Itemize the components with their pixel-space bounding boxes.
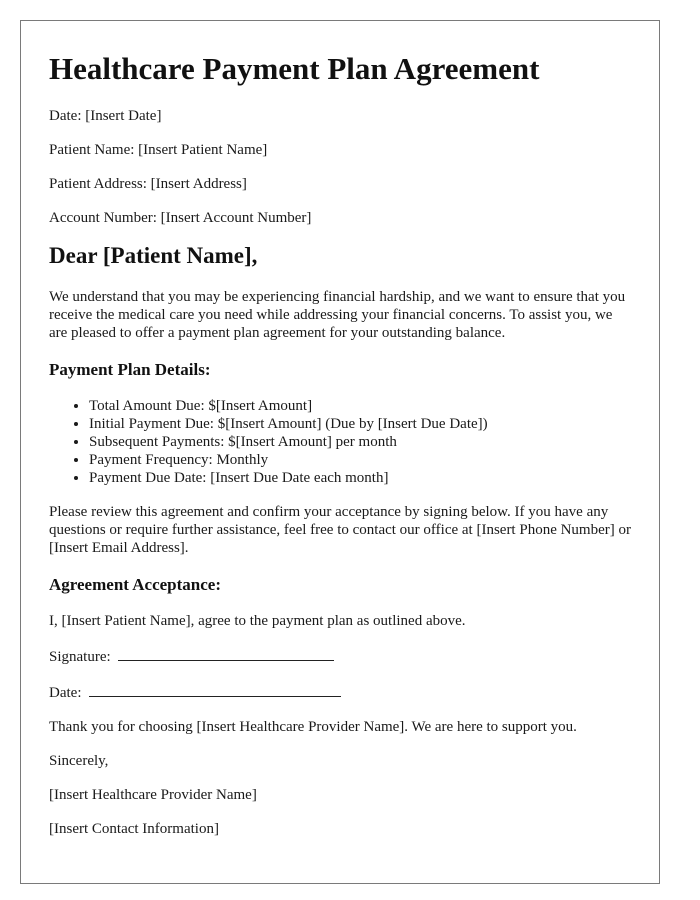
date-line[interactable]	[89, 682, 341, 697]
letter-page	[20, 20, 660, 884]
date-field: Date: [Insert Date]	[49, 108, 162, 124]
list-item: • Payment Due Date: [Insert Due Date each month]	[89, 469, 631, 487]
document-title: Healthcare Payment Plan Agreement	[49, 51, 540, 86]
list-item: • Total Amount Due: $[Insert Amount]	[89, 397, 631, 415]
salutation: Dear [Patient Name],	[49, 243, 258, 268]
agreement-acceptance-heading: Agreement Acceptance:	[49, 575, 221, 594]
patient-address-field: Patient Address: [Insert Address]	[49, 176, 247, 192]
intro-paragraph: We understand that you may be experiencing financial hardship, and we want to ensure that you receive the medical care you need while addressing your financial concerns. To assist you, we are pleased to offer a payment plan agreement for your outstanding balance.	[49, 289, 626, 341]
account-number-field: Account Number: [Insert Account Number]	[49, 210, 312, 226]
list-item: • Payment Frequency: Monthly	[89, 451, 631, 469]
list-item: • Initial Payment Due: $[Insert Amount] (Due by [Insert Due Date])	[89, 415, 631, 433]
signature-line[interactable]	[118, 646, 334, 661]
signature-row	[49, 646, 631, 666]
date-label: Date:	[49, 685, 82, 701]
payment-details-heading: Payment Plan Details:	[49, 360, 211, 379]
signature-label: Signature:	[49, 649, 111, 665]
date-signature-row	[49, 682, 631, 702]
review-paragraph: Please review this agreement and confirm your acceptance by signing below. If you have any questions or require further assistance, feel free to contact our office at [Insert Phone Number] or [Insert Email Address].	[49, 504, 631, 556]
agreement-statement: I, [Insert Patient Name], agree to the payment plan as outlined above.	[49, 613, 466, 629]
payment-details-list	[49, 397, 631, 487]
list-item: • Subsequent Payments: $[Insert Amount] per month	[89, 433, 631, 451]
contact-info: [Insert Contact Information]	[49, 821, 219, 837]
provider-name: [Insert Healthcare Provider Name]	[49, 787, 257, 803]
closing: Sincerely,	[49, 753, 109, 769]
patient-name-field: Patient Name: [Insert Patient Name]	[49, 142, 268, 158]
thanks-paragraph: Thank you for choosing [Insert Healthcare Provider Name]. We are here to support you.	[49, 719, 577, 735]
